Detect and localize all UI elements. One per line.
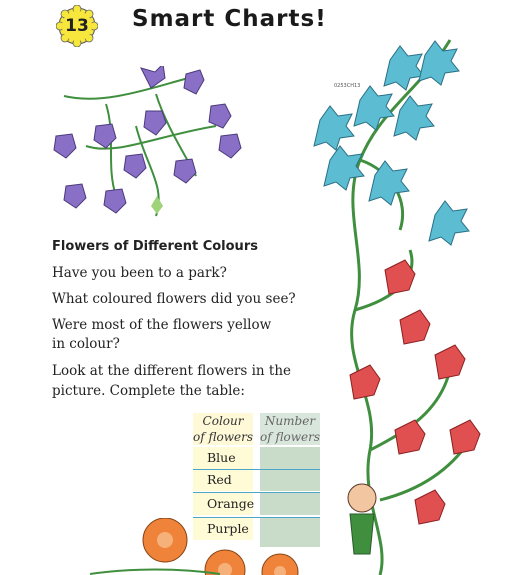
question-yellow-line2: in colour?	[52, 336, 120, 352]
question-coloured-flowers: What coloured flowers did you see?	[52, 291, 296, 307]
flower-vine-illustration	[300, 30, 512, 575]
row-count-purple[interactable]	[260, 518, 320, 547]
instruction-line2: picture. Complete the table:	[52, 383, 245, 399]
row-label-orange: Orange	[193, 493, 253, 515]
section-heading: Flowers of Different Colours	[52, 239, 258, 254]
question-park: Have you been to a park?	[52, 265, 227, 281]
header-number-of-flowers: Number of flowers	[260, 414, 320, 444]
purple-flowers-illustration	[46, 66, 261, 226]
row-label-red: Red	[193, 469, 253, 491]
table-divider	[193, 469, 320, 470]
flower-count-table	[193, 413, 323, 547]
question-yellow-line1: Were most of the flowers yellow	[52, 317, 272, 333]
chapter-title: Smart Charts!	[132, 6, 327, 32]
row-count-orange[interactable]	[260, 493, 320, 515]
row-count-red[interactable]	[260, 469, 320, 491]
row-label-purple: Purple	[193, 518, 253, 540]
instruction-line1: Look at the different flowers in the	[52, 363, 292, 379]
chapter-number: 13	[65, 16, 89, 36]
boy-figure	[348, 484, 376, 554]
row-count-blue[interactable]	[260, 447, 320, 469]
header-colour-of-flowers: Colour of flowers	[193, 414, 253, 444]
table-divider	[193, 492, 320, 493]
table-divider	[193, 517, 320, 518]
code-label: 0253CH13	[334, 83, 361, 89]
row-label-blue: Blue	[193, 447, 253, 469]
